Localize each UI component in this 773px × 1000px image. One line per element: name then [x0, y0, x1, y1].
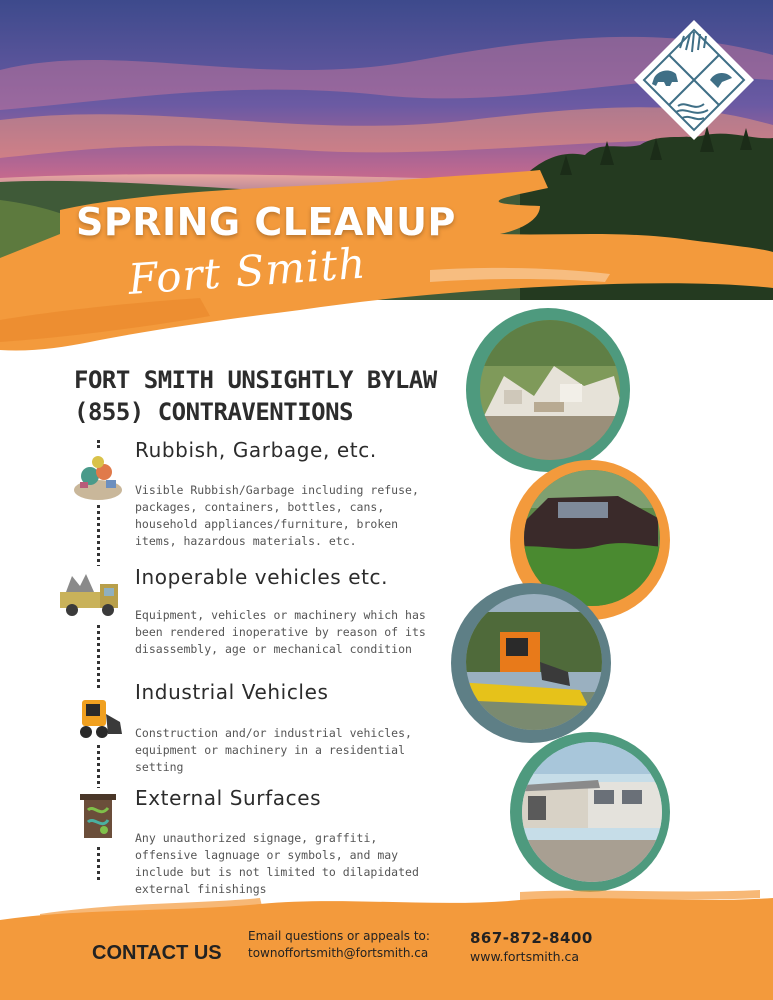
item-heading-vehicles: Inoperable vehicles etc.: [135, 565, 389, 589]
email-link[interactable]: townoffortsmith@fortsmith.ca: [248, 946, 429, 960]
item-description-vehicles: Equipment, vehicles or machinery which has been rendered inoperative by reason of its disassembly, age or mechanical condition: [135, 608, 426, 656]
page-subtitle-script: Fort Smith: [126, 238, 368, 305]
section-title: [74, 364, 444, 428]
page-title: SPRING CLEANUP: [76, 200, 456, 244]
phone-number[interactable]: 867-872-8400: [470, 929, 593, 947]
skid-steer-icon: [70, 688, 126, 744]
junk-truck-icon: [56, 566, 128, 622]
graffiti-wall-icon: [70, 788, 126, 844]
item-description-surfaces: Any unauthorized signage, graffiti, offensive lagnuage or symbols, and may include but is not limited to dilapidated external finishings: [135, 831, 419, 896]
section-title-line2: (855) CONTRAVENTIONS: [74, 398, 353, 426]
rubbish-photo: [464, 306, 632, 474]
item-heading-rubbish: Rubbish, Garbage, etc.: [135, 438, 377, 462]
town-crest-icon: [632, 18, 756, 142]
item-description-industrial: Construction and/or industrial vehicles, equipment or machinery in a residential setting: [135, 726, 412, 774]
contact-email-block: [248, 928, 458, 962]
section-title-line1: FORT SMITH UNSIGHTLY BYLAW: [74, 366, 437, 394]
item-description-rubbish: Visible Rubbish/Garbage including refuse, packages, containers, bottles, cans, household appliances/furniture, broken items, hazardous materials. etc.: [135, 483, 419, 548]
email-prompt: Email questions or appeals to:: [248, 929, 430, 943]
garbage-pile-icon: [70, 448, 126, 504]
item-heading-industrial: Industrial Vehicles: [135, 680, 329, 704]
website-link[interactable]: www.fortsmith.ca: [470, 949, 580, 964]
dilapidated-building-photo: [508, 730, 672, 894]
industrial-vehicle-photo: [450, 582, 612, 744]
contact-us-label: CONTACT US: [92, 942, 222, 964]
item-heading-surfaces: External Surfaces: [135, 786, 322, 810]
